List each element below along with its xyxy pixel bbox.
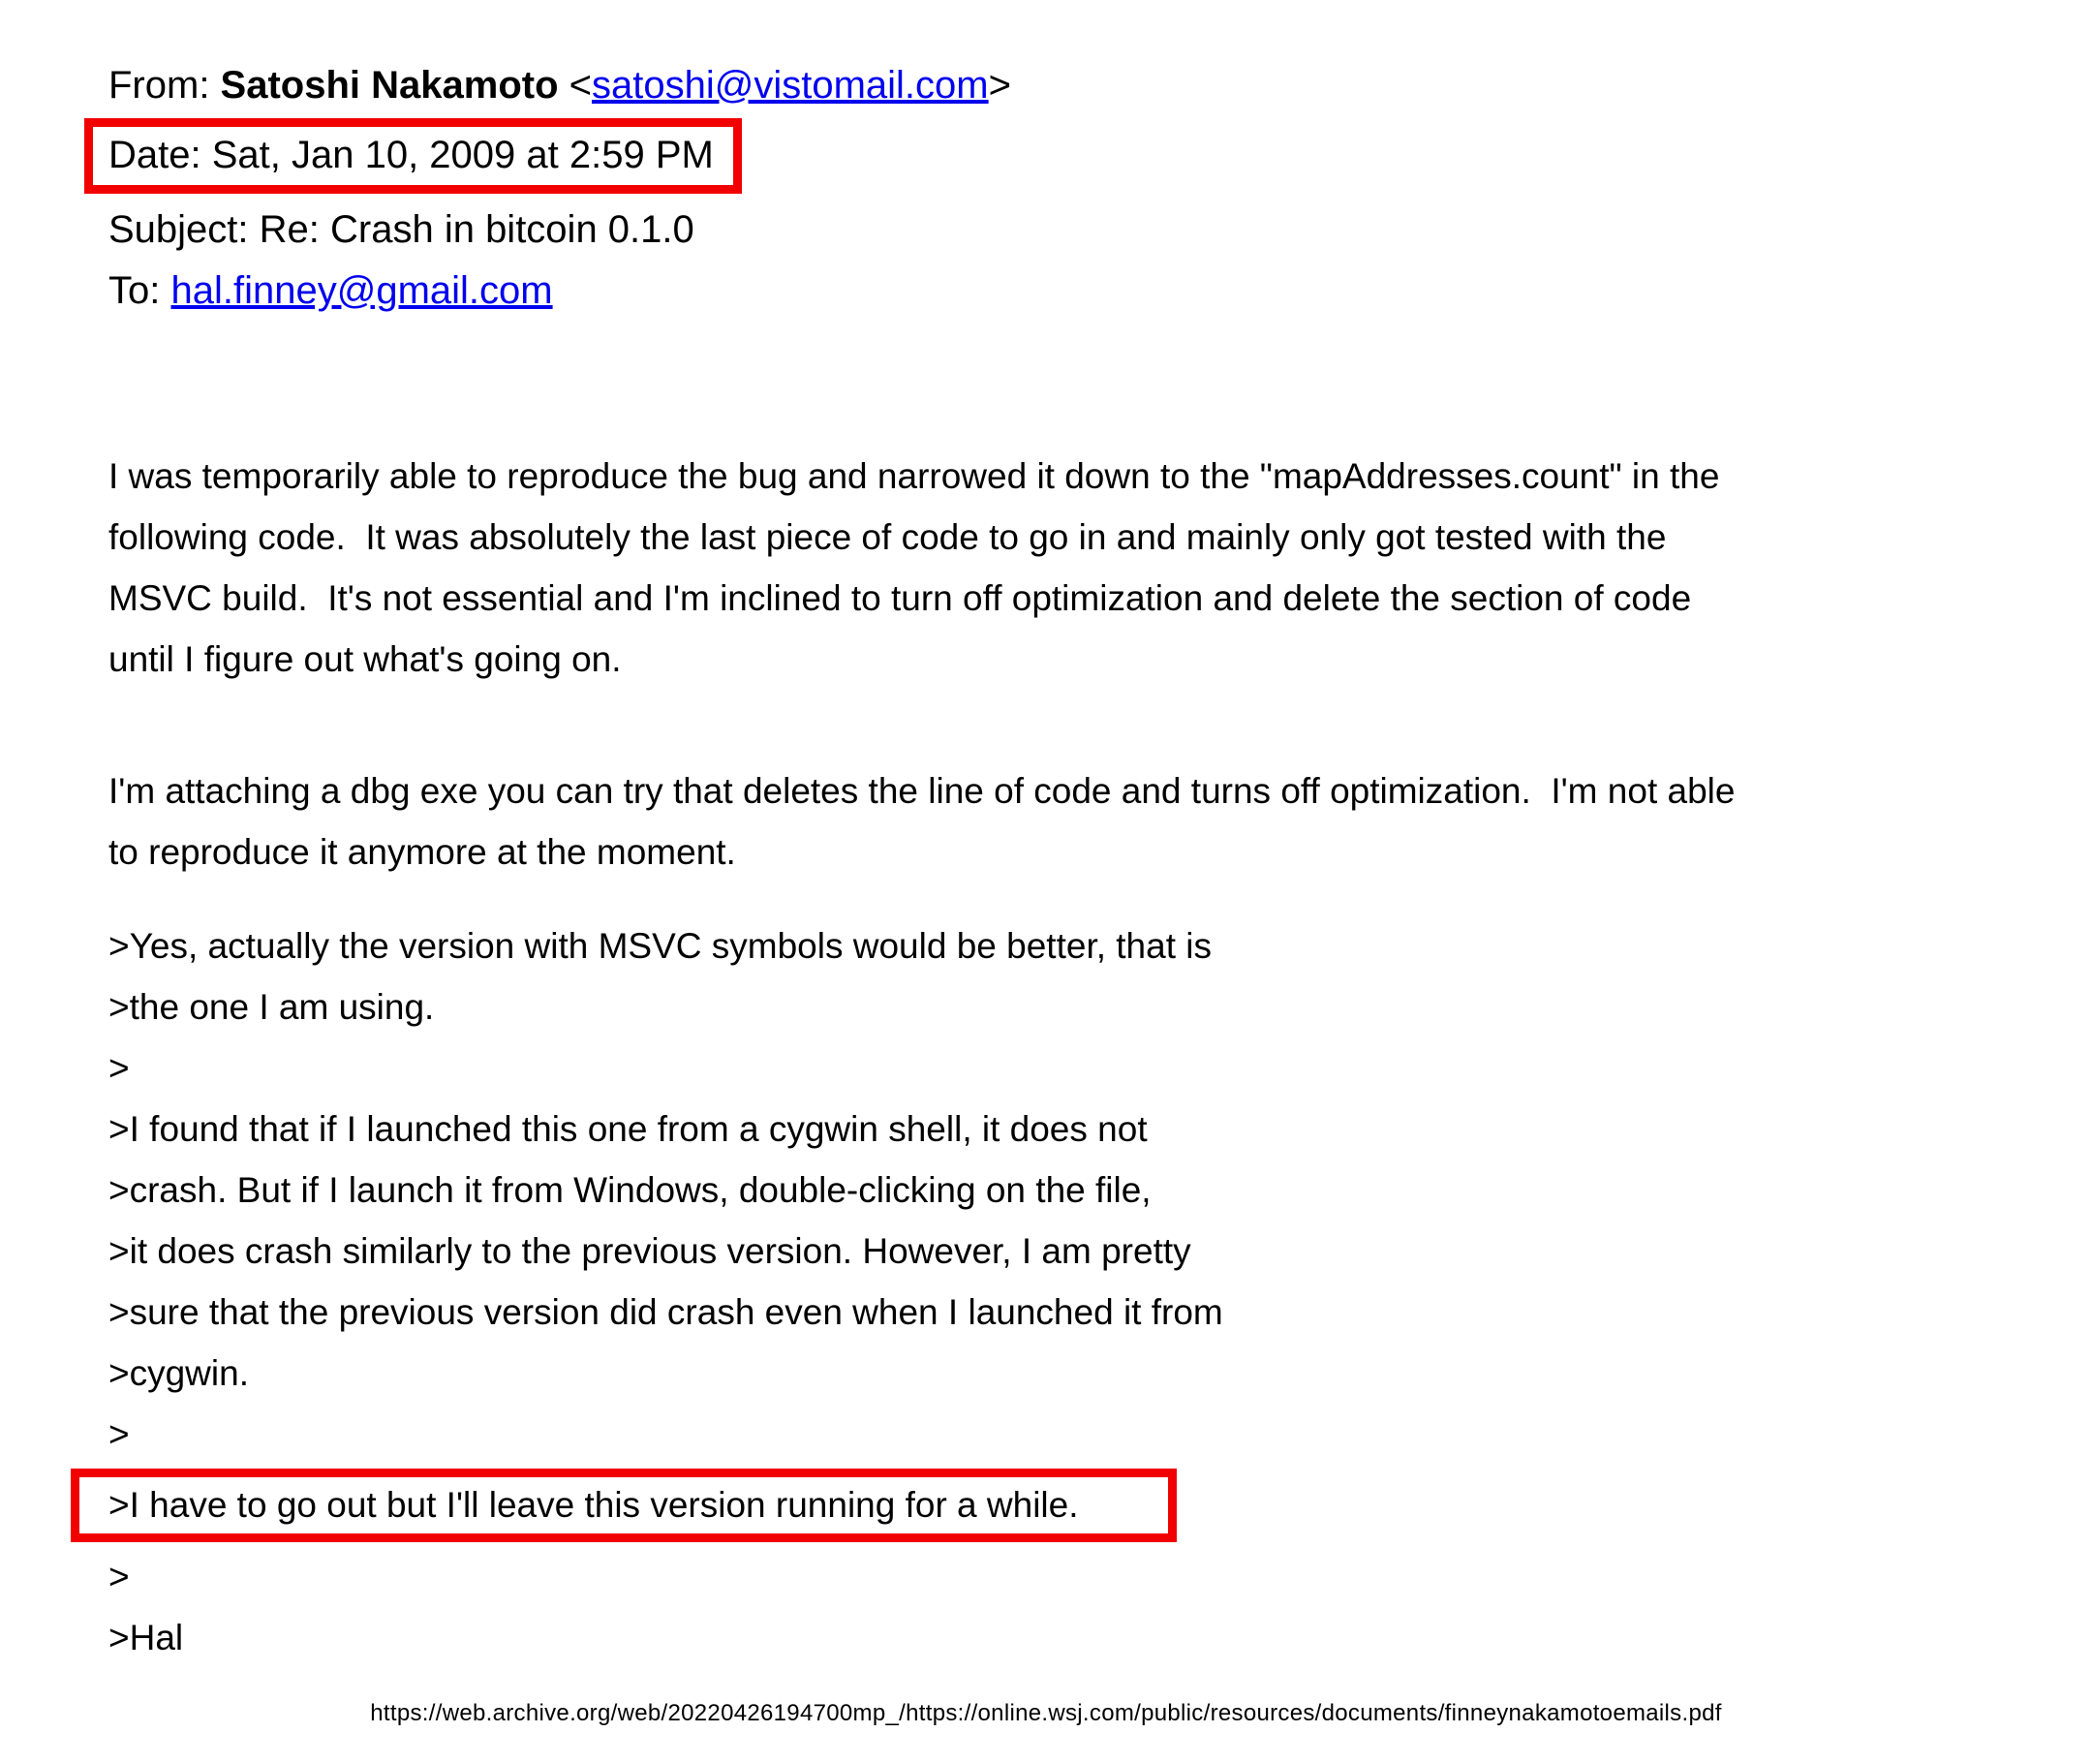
from-line [108, 55, 2092, 116]
to-label: To: [108, 269, 171, 312]
email-body [108, 446, 2092, 1668]
quote-line: > [108, 1048, 130, 1088]
quote-line: >crash. But if I launch it from Windows, double-clicking on the file, [108, 1170, 1152, 1210]
quote-line: >Yes, actually the version with MSVC symbols would be better, that is [108, 926, 1212, 966]
body-text-line: I was temporarily able to reproduce the bug and narrowed it down to the "mapAddresses.count" in the [108, 456, 1720, 496]
quote-line: >sure that the previous version did crash even when I launched it from [108, 1292, 1223, 1332]
body-text-line: following code. It was absolutely the last piece of code to go in and mainly only got tested with the [108, 517, 1667, 557]
quote-line: >the one I am using. [108, 987, 435, 1027]
recipient-email-link[interactable]: hal.finney@gmail.com [170, 269, 553, 312]
body-text-line: until I figure out what's going on. [108, 639, 622, 679]
source-url: https://web.archive.org/web/20220426194700mp_/https://online.wsj.com/public/resources/documents/finneynakamotoemails.pdf [370, 1700, 1722, 1726]
body-text-line: MSVC build. It's not essential and I'm inclined to turn off optimization and delete the section of code [108, 578, 1692, 618]
email-header [108, 55, 2092, 322]
quoted-reply-block [108, 915, 2092, 1668]
sender-name: Satoshi Nakamoto [220, 64, 559, 107]
date-row [108, 118, 2092, 194]
quote-line: >I found that if I launched this one from a cygwin shell, it does not [108, 1109, 1148, 1149]
quote-line: > [108, 1414, 130, 1454]
quote-line: >cygwin. [108, 1353, 249, 1393]
angle-bracket-open: < [558, 64, 592, 107]
quote-line: >Hal [108, 1618, 184, 1657]
highlighted-quote-line: >I have to go out but I'll leave this version running for a while. [108, 1485, 1079, 1525]
to-line [108, 261, 2092, 322]
paragraph-1 [108, 446, 2092, 690]
quote-line: >it does crash similarly to the previous version. However, I am pretty [108, 1231, 1191, 1271]
sender-email-link[interactable]: satoshi@vistomail.com [592, 64, 989, 107]
subject-line: Subject: Re: Crash in bitcoin 0.1.0 [108, 208, 694, 251]
angle-bracket-close: > [988, 64, 1011, 107]
paragraph-2 [108, 760, 2092, 882]
date-annotation-box [84, 118, 742, 194]
date-line: Date: Sat, Jan 10, 2009 at 2:59 PM [108, 134, 714, 176]
body-text-line: to reproduce it anymore at the moment. [108, 832, 736, 872]
quote-line: > [108, 1557, 130, 1596]
from-label: From: [108, 64, 221, 107]
quote-annotation-box [71, 1469, 1177, 1542]
page-footer [0, 1700, 2092, 1727]
body-text-line: I'm attaching a dbg exe you can try that deletes the line of code and turns off optimization. I'm not able [108, 771, 1736, 811]
highlighted-quote-row [108, 1469, 2092, 1542]
